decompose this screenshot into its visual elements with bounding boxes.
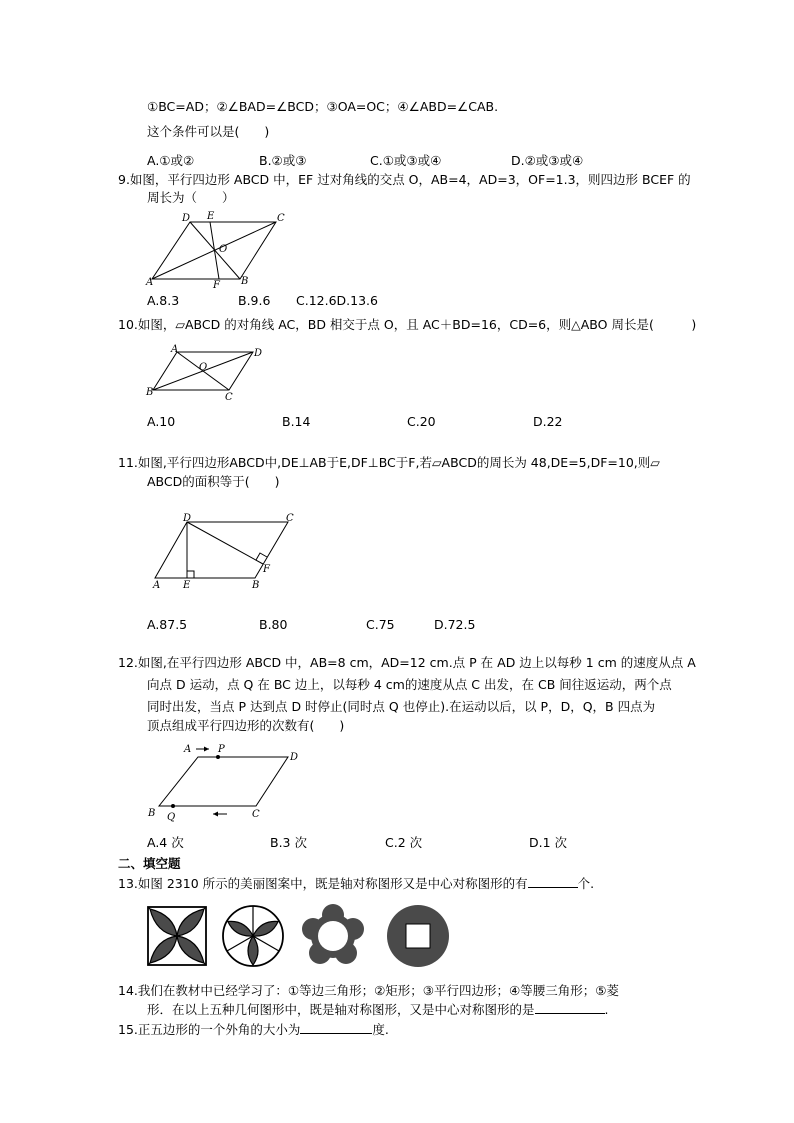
q15-text-before: 15.正五边形的一个外角的大小为 [118, 1022, 301, 1037]
q9-label-a: A [146, 277, 154, 288]
q10-label-a: A [171, 344, 179, 355]
q8-option-a: A.①或② [147, 153, 195, 168]
q12-label-c: C [252, 809, 260, 820]
q12-option-b: B.3 次 [270, 835, 307, 850]
q10-option-b: B.14 [282, 414, 311, 429]
q11-line2: ABCD的面积等于( ) [147, 474, 280, 489]
q10-option-c: C.20 [407, 414, 436, 429]
q14-text-before: 形．在以上五种几何图形中，既是轴对称图形，又是中心对称图形的是 [147, 1002, 535, 1017]
q9-label-f: F [213, 280, 220, 291]
pattern-flower-ring [302, 904, 364, 964]
q15-text [118, 1022, 389, 1038]
q8-option-b: B.②或③ [259, 153, 307, 168]
q15-text-after: 度. [372, 1022, 389, 1037]
q13-patterns [146, 903, 456, 971]
pattern-square-leaves [148, 907, 206, 965]
q12-label-b: B [148, 808, 156, 819]
q11-line1: 11.如图,平行四边形ABCD中,DE⊥AB于E,DF⊥BC于F,若▱ABCD的周长为 48,DE=5,DF=10,则▱ [118, 455, 660, 470]
q14-text-after: . [604, 1002, 609, 1017]
q9-label-b: B [241, 276, 249, 287]
q8-option-c: C.①或③或④ [370, 153, 442, 168]
q12-line1: 12.如图,在平行四边形 ABCD 中，AB=8 cm，AD=12 cm.点 P 在 AD 边上以每秒 1 cm 的速度从点 A [118, 655, 696, 670]
q12-figure [143, 742, 313, 824]
q9-figure [140, 208, 290, 291]
pattern-circle-three-petals [223, 906, 283, 966]
q9-label-o: O [219, 244, 228, 255]
q12-label-p: P [218, 744, 225, 755]
q10-label-d: D [254, 348, 263, 359]
q12-option-a: A.4 次 [147, 835, 184, 850]
q12-label-d: D [290, 752, 299, 763]
q13-text-before: 13.如图 2310 所示的美丽图案中，既是轴对称图形又是中心对称图形的有 [118, 876, 528, 891]
q15-answer-blank[interactable] [300, 1022, 372, 1034]
q12-label-q: Q [167, 812, 176, 823]
q11-label-f: F [263, 564, 270, 575]
q9-line1: 9.如图，平行四边形 ABCD 中，EF 过对角线的交点 O，AB=4，AD=3，OF=1.3，则四边形 BCEF 的 [118, 172, 691, 187]
pattern-coin [387, 905, 449, 967]
section-title-fill-in: 二、填空题 [118, 856, 181, 871]
q9-label-e: E [207, 211, 215, 222]
q11-option-a: A.87.5 [147, 617, 188, 632]
q10-option-a: A.10 [147, 414, 176, 429]
q9-label-d: D [182, 213, 191, 224]
q10-label-o: O [199, 362, 208, 373]
q13-text [118, 876, 594, 892]
q11-option-d: D.72.5 [434, 617, 476, 632]
q12-line2: 向点 D 运动，点 Q 在 BC 边上，以每秒 4 cm的速度从点 C 出发，在 CB 间往返运动，两个点 [147, 677, 672, 692]
q11-option-c: C.75 [366, 617, 395, 632]
q8-option-d: D.②或③或④ [511, 153, 584, 168]
q11-option-b: B.80 [259, 617, 288, 632]
q9-option-cd: C.12.6D.13.6 [296, 293, 378, 308]
q13-answer-blank[interactable] [528, 876, 578, 888]
q10-line1: 10.如图，▱ABCD 的对角线 AC，BD 相交于点 O，且 AC＋BD=16，CD=6，则△ABO 周长是( ) [118, 317, 697, 332]
q12-label-a: A [184, 744, 192, 755]
q10-option-d: D.22 [533, 414, 563, 429]
q11-label-c: C [286, 513, 294, 524]
q14-answer-blank[interactable] [535, 1002, 605, 1014]
q14-line1: 14.我们在教材中已经学习了：①等边三角形；②矩形；③平行四边形；④等腰三角形；⑤菱 [118, 983, 619, 998]
q9-line2: 周长为（ ） [147, 190, 235, 205]
q9-label-c: C [277, 213, 285, 224]
q12-line4: 顶点组成平行四边形的次数有( ) [147, 718, 345, 733]
q8-prompt: 这个条件可以是( ) [147, 124, 270, 139]
q14-line2 [147, 1002, 609, 1018]
q12-option-d: D.1 次 [529, 835, 568, 850]
q13-text-after: 个. [577, 876, 595, 891]
q10-label-c: C [225, 392, 233, 403]
q8-conditions: ①BC=AD；②∠BAD=∠BCD；③OA=OC；④∠ABD=∠CAB. [147, 99, 499, 114]
q11-label-a: A [153, 580, 161, 591]
q11-figure [150, 512, 310, 592]
q9-option-b: B.9.6 [238, 293, 271, 308]
q10-figure [143, 343, 268, 405]
q11-label-e: E [183, 580, 191, 591]
q9-option-a: A.8.3 [147, 293, 180, 308]
q11-label-b: B [252, 580, 260, 591]
q12-option-c: C.2 次 [385, 835, 423, 850]
q12-line3: 同时出发，当点 P 达到点 D 时停止(同时点 Q 也停止).在运动以后，以 P，D，Q，B 四点为 [147, 699, 656, 714]
q10-label-b: B [146, 387, 154, 398]
q11-label-d: D [183, 513, 192, 524]
